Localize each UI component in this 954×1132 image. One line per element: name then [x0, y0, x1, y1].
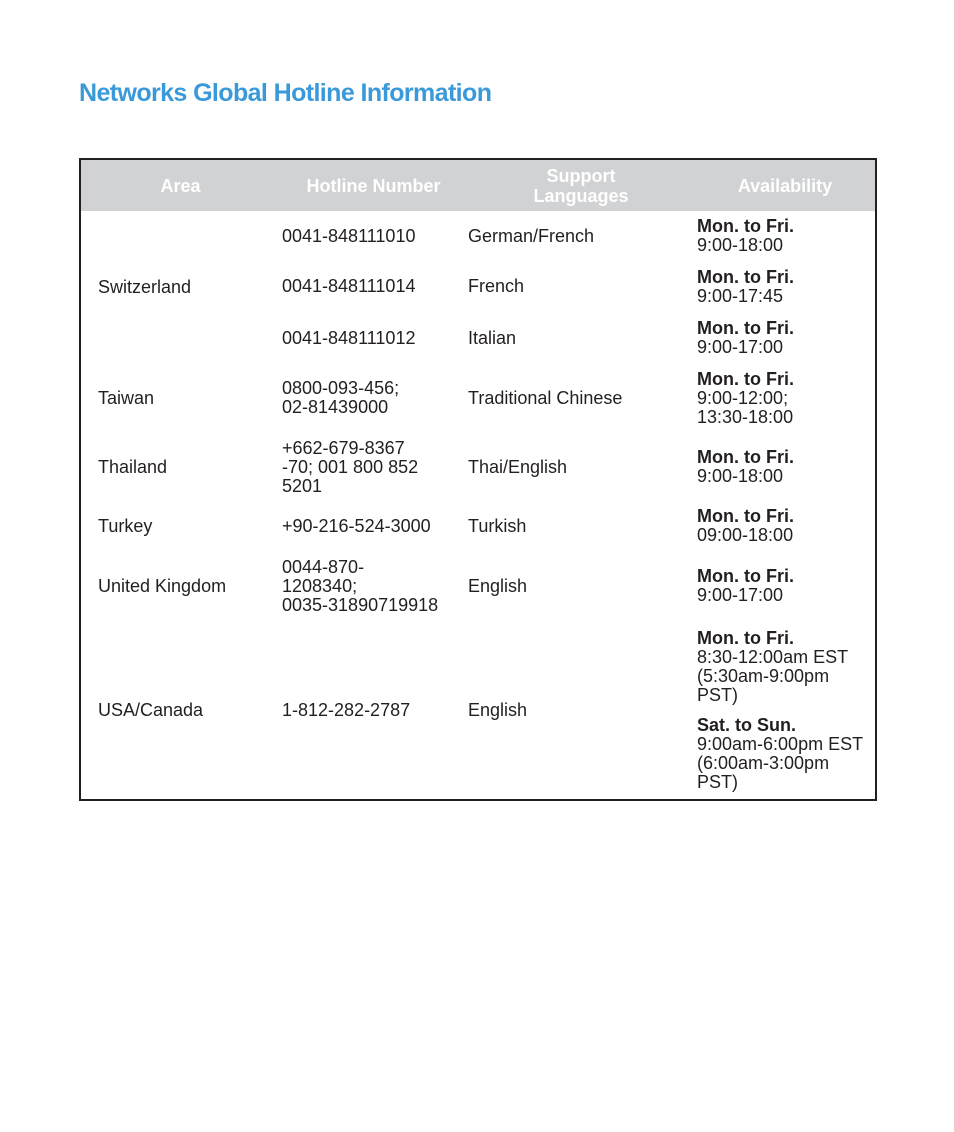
availability-hours: (5:30am-9:00pm: [697, 666, 830, 686]
availability-days: Mon. to Fri.: [697, 566, 794, 586]
hotline-number-cell: 0041-848111012: [282, 327, 416, 348]
hotline-number-line: 5201: [282, 475, 323, 496]
hotline-number-cell: +90-216-524-3000: [282, 515, 431, 536]
language-cell: Thai/English: [468, 456, 568, 477]
hotline-number-line: 1208340;: [282, 575, 358, 596]
weekend-availability: [697, 716, 875, 792]
availability-cell: [695, 211, 876, 261]
table-header-row: [80, 159, 876, 211]
hotline-number-line: -70; 001 800 852: [282, 456, 419, 477]
availability-days: Sat. to Sun.: [697, 715, 796, 735]
header-area: Area: [80, 159, 280, 211]
availability-hours: 9:00-17:00: [697, 585, 784, 605]
availability-days: Mon. to Fri.: [697, 447, 794, 467]
header-support-line1: Support: [546, 165, 616, 186]
availability-days: Mon. to Fri.: [697, 266, 794, 287]
hotline-number-cell: 0041-848111010: [282, 225, 416, 246]
hotline-table: [79, 158, 877, 801]
header-hotline-number: Hotline Number: [280, 159, 467, 211]
language-cell: Turkish: [468, 515, 527, 536]
availability-cell: [695, 261, 876, 312]
availability-cell: [695, 550, 876, 622]
language-cell: English: [468, 700, 528, 720]
header-availability: Availability: [695, 159, 876, 211]
availability-cell: [695, 502, 876, 550]
hotline-number-line: 0800-093-456;: [282, 378, 400, 398]
hotline-number-line: +662-679-8367: [282, 437, 405, 458]
availability-hours: 9:00-12:00;: [697, 387, 789, 408]
table-row: [80, 550, 876, 622]
availability-days: Mon. to Fri.: [697, 216, 794, 236]
hotline-number-cell: 1-812-282-2787: [282, 700, 411, 720]
area-cell: Switzerland: [98, 277, 192, 297]
availability-hours: 9:00-17:45: [697, 285, 784, 306]
hotline-number-cell: [280, 550, 467, 622]
language-cell: German/French: [468, 225, 595, 246]
availability-days: Mon. to Fri.: [697, 506, 794, 526]
availability-hours: 8:30-12:00am EST: [697, 647, 849, 667]
availability-hours: 9:00-17:00: [697, 337, 784, 357]
weekday-availability: [697, 629, 875, 705]
availability-hours: 9:00-18:00: [697, 235, 784, 255]
area-cell: Thailand: [98, 456, 168, 477]
table-row: [80, 502, 876, 550]
hotline-number-cell: 0041-848111014: [282, 276, 416, 296]
table-row: [80, 432, 876, 502]
availability-cell: [695, 312, 876, 364]
availability-hours: (6:00am-3:00pm: [697, 753, 830, 773]
hotline-number-cell: [280, 432, 467, 502]
area-cell: Taiwan: [98, 387, 155, 408]
availability-hours: 13:30-18:00: [697, 406, 794, 427]
header-support-languages: [467, 159, 695, 211]
availability-hours: 9:00-18:00: [697, 466, 784, 486]
hotline-number-line: 0035-31890719918: [282, 594, 439, 615]
area-cell: USA/Canada: [98, 700, 204, 720]
hotline-number-cell: [280, 364, 467, 432]
table-row: [80, 211, 876, 261]
availability-days: Mon. to Fri.: [697, 628, 794, 648]
availability-cell: [695, 432, 876, 502]
table-row: [80, 364, 876, 432]
page-title: Networks Global Hotline Information: [79, 79, 492, 107]
availability-days: Mon. to Fri.: [697, 368, 794, 389]
availability-hours: 09:00-18:00: [697, 525, 794, 545]
language-cell: Traditional Chinese: [468, 387, 623, 408]
area-cell: Turkey: [98, 515, 153, 536]
hotline-number-line: 02-81439000: [282, 397, 389, 417]
availability-cell: [695, 364, 876, 432]
language-cell: Italian: [468, 327, 517, 348]
table-row: [80, 622, 876, 800]
availability-cell: [695, 622, 876, 800]
availability-hours: PST): [697, 685, 739, 705]
language-cell: French: [468, 276, 525, 296]
availability-days: Mon. to Fri.: [697, 318, 794, 338]
language-cell: English: [468, 575, 528, 596]
hotline-number-line: 0044-870-: [282, 556, 365, 577]
availability-hours: PST): [697, 772, 739, 792]
availability-hours: 9:00am-6:00pm EST: [697, 734, 864, 754]
header-support-line2: Languages: [533, 185, 629, 206]
area-cell: United Kingdom: [98, 575, 227, 596]
